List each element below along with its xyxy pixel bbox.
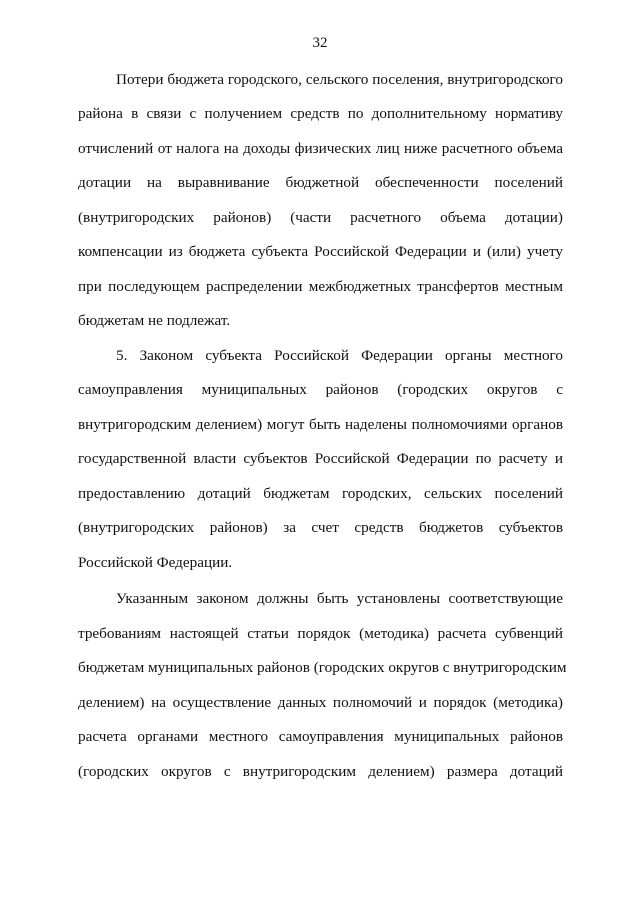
text-line: внутригородским делением) могут быть наделены полномочиями органов: [78, 416, 563, 433]
text-line: Указанным законом должны быть установлены соответствующие: [116, 590, 563, 607]
text-line: района в связи с получением средств по дополнительному нормативу: [78, 105, 563, 122]
text-line: государственной власти субъектов Российской Федерации по расчету и: [78, 450, 563, 467]
text-line: Российской Федерации.: [78, 554, 233, 571]
page-number: 32: [312, 35, 328, 51]
text-line: при последующем распределении межбюджетных трансфертов местным: [78, 278, 563, 295]
text-line: бюджетам не подлежат.: [78, 312, 231, 329]
text-line: предоставлению дотаций бюджетам городских, сельских поселений: [78, 485, 563, 502]
text-line: самоуправления муниципальных районов (городских округов с: [78, 381, 563, 398]
text-line: (внутригородских районов) за счет средств бюджетов субъектов: [78, 519, 563, 536]
text-line: требованиям настоящей статьи порядок (методика) расчета субвенций: [78, 625, 563, 642]
text-line: компенсации из бюджета субъекта Российской Федерации и (или) учету: [78, 243, 563, 260]
text-line: (внутригородских районов) (части расчетного объема дотации): [78, 209, 563, 226]
text-line: (городских округов с внутригородским делением) размера дотаций: [78, 763, 563, 780]
text-line: бюджетам муниципальных районов (городских округов с внутригородским: [78, 659, 567, 676]
text-line: дотации на выравнивание бюджетной обеспеченности поселений: [78, 174, 563, 191]
text-line: 5. Законом субъекта Российской Федерации органы местного: [116, 347, 563, 364]
text-line: Потери бюджета городского, сельского поселения, внутригородского: [116, 71, 563, 88]
text-line: отчислений от налога на доходы физических лиц ниже расчетного объема: [78, 140, 563, 157]
text-line: расчета органами местного самоуправления муниципальных районов: [78, 728, 563, 745]
text-line: делением) на осуществление данных полномочий и порядок (методика): [78, 694, 563, 711]
